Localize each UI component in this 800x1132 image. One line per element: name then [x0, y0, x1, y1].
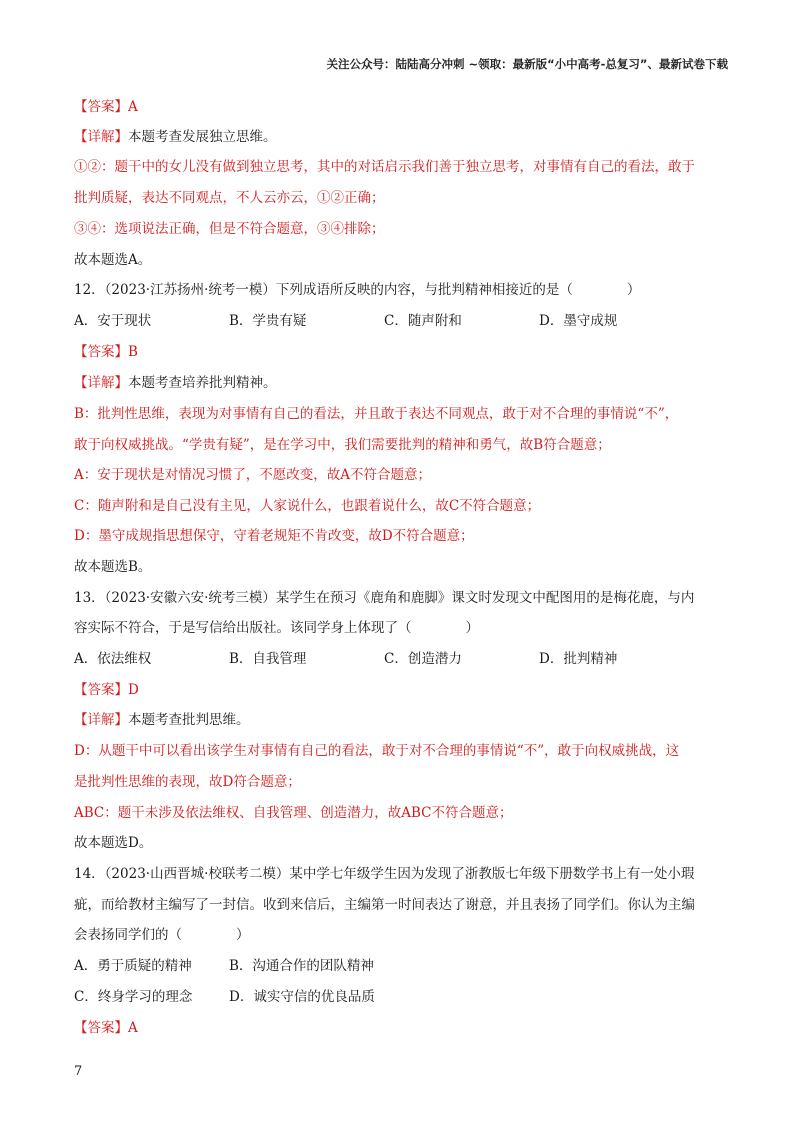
explanation-line: B：批判性思维，表现为对事情有自己的看法，并且敢于表达不同观点，敢于对不合理的事情说“不”，	[74, 406, 679, 422]
answer-value: B	[128, 344, 138, 360]
explanation-line: ①②：题干中的女儿没有做到独立思考，其中的对话启示我们善于独立思考，对事情有自己的看法，敢于	[74, 159, 695, 175]
detail-line	[74, 128, 277, 146]
option-b: B．学贵有疑	[229, 313, 307, 329]
explanation-line: C：随声附和是自己没有主见，人家说什么，也跟着说什么，故C不符合题意；	[74, 498, 541, 514]
answer-line	[74, 98, 138, 116]
explanation-line: 批判质疑，表达不同观点，不人云亦云，①②正确；	[74, 190, 385, 206]
question-stem: 容实际不符合，于是写信给出版社。该同学身上体现了（ ）	[74, 620, 479, 636]
explanation-line: 敢于向权威挑战。“学贵有疑”，是在学习中，我们需要批判的精神和勇气，故B符合题意；	[74, 437, 611, 453]
detail-text: 本题考查批判思维。	[128, 712, 250, 728]
detail-tag: 【详解】	[74, 129, 128, 145]
detail-line	[74, 374, 277, 392]
explanation-line: ABC：题干未涉及依法维权、自我管理、创造潜力，故ABC不符合题意；	[74, 805, 513, 821]
page-header: 关注公众号：陆陆高分冲刺 ~领取：最新版“小中高考-总复习”、最新试卷下载	[326, 57, 728, 71]
question-stem: 14．（2023·山西晋城·校联考二模）某中学七年级学生因为发现了浙教版七年级下册数学书上有一处小瑕	[74, 866, 695, 882]
answer-line	[74, 343, 138, 361]
conclusion-line: 故本题选D。	[74, 835, 153, 851]
question-stem: 13．（2023·安徽六安·统考三模）某学生在预习《鹿角和鹿脚》课文时发现文中配图用的是梅花鹿，与内	[74, 590, 695, 606]
option-a: A．勇于质疑的精神	[74, 958, 192, 974]
detail-tag: 【详解】	[74, 375, 128, 391]
answer-tag: 【答案】	[74, 1020, 128, 1036]
option-a: A．安于现状	[74, 313, 152, 329]
detail-text: 本题考查培养批判精神。	[128, 375, 277, 391]
option-d: D．诚实守信的优良品质	[229, 989, 375, 1005]
option-b: B．自我管理	[229, 651, 307, 667]
answer-tag: 【答案】	[74, 344, 128, 360]
answer-value: A	[128, 1020, 138, 1036]
option-c: C．创造潜力	[384, 651, 462, 667]
answer-tag: 【答案】	[74, 682, 128, 698]
option-b: B．沟通合作的团队精神	[229, 958, 374, 974]
conclusion-line: 故本题选A。	[74, 252, 152, 268]
question-stem: 12．（2023·江苏扬州·统考一模）下列成语所反映的内容，与批判精神相接近的是（ ）	[74, 282, 641, 298]
page-number: 7	[74, 1064, 83, 1079]
detail-text: 本题考查发展独立思维。	[128, 129, 277, 145]
option-a: A．依法维权	[74, 651, 152, 667]
answer-line	[74, 1019, 138, 1037]
explanation-line: 是批判性思维的表现，故D符合题意；	[74, 774, 301, 790]
answer-line	[74, 681, 139, 699]
explanation-line: A：安于现状是对情况习惯了，不愿改变，故A不符合题意；	[74, 467, 431, 483]
conclusion-line: 故本题选B。	[74, 559, 152, 575]
explanation-line: D：从题干中可以看出该学生对事情有自己的看法，敢于对不合理的事情说“不”，敢于向权威挑战，这	[74, 743, 680, 759]
explanation-line: ③④：选项说法正确，但是不符合题意，③④排除；	[74, 221, 385, 237]
answer-value: A	[128, 99, 138, 115]
detail-tag: 【详解】	[74, 712, 128, 728]
question-stem: 疵，而给教材主编写了一封信。收到来信后，主编第一时间表达了谢意，并且表扬了同学们。你认为主编	[74, 897, 695, 913]
detail-line	[74, 711, 250, 729]
option-d: D．批判精神	[539, 651, 618, 667]
answer-value: D	[128, 682, 139, 698]
question-stem: 会表扬同学们的（ ）	[74, 927, 250, 943]
option-c: C．随声附和	[384, 313, 462, 329]
option-c: C．终身学习的理念	[74, 989, 193, 1005]
answer-tag: 【答案】	[74, 99, 128, 115]
option-d: D．墨守成规	[539, 313, 618, 329]
explanation-line: D：墨守成规指思想保守，守着老规矩不肯改变，故D不符合题意；	[74, 528, 474, 544]
